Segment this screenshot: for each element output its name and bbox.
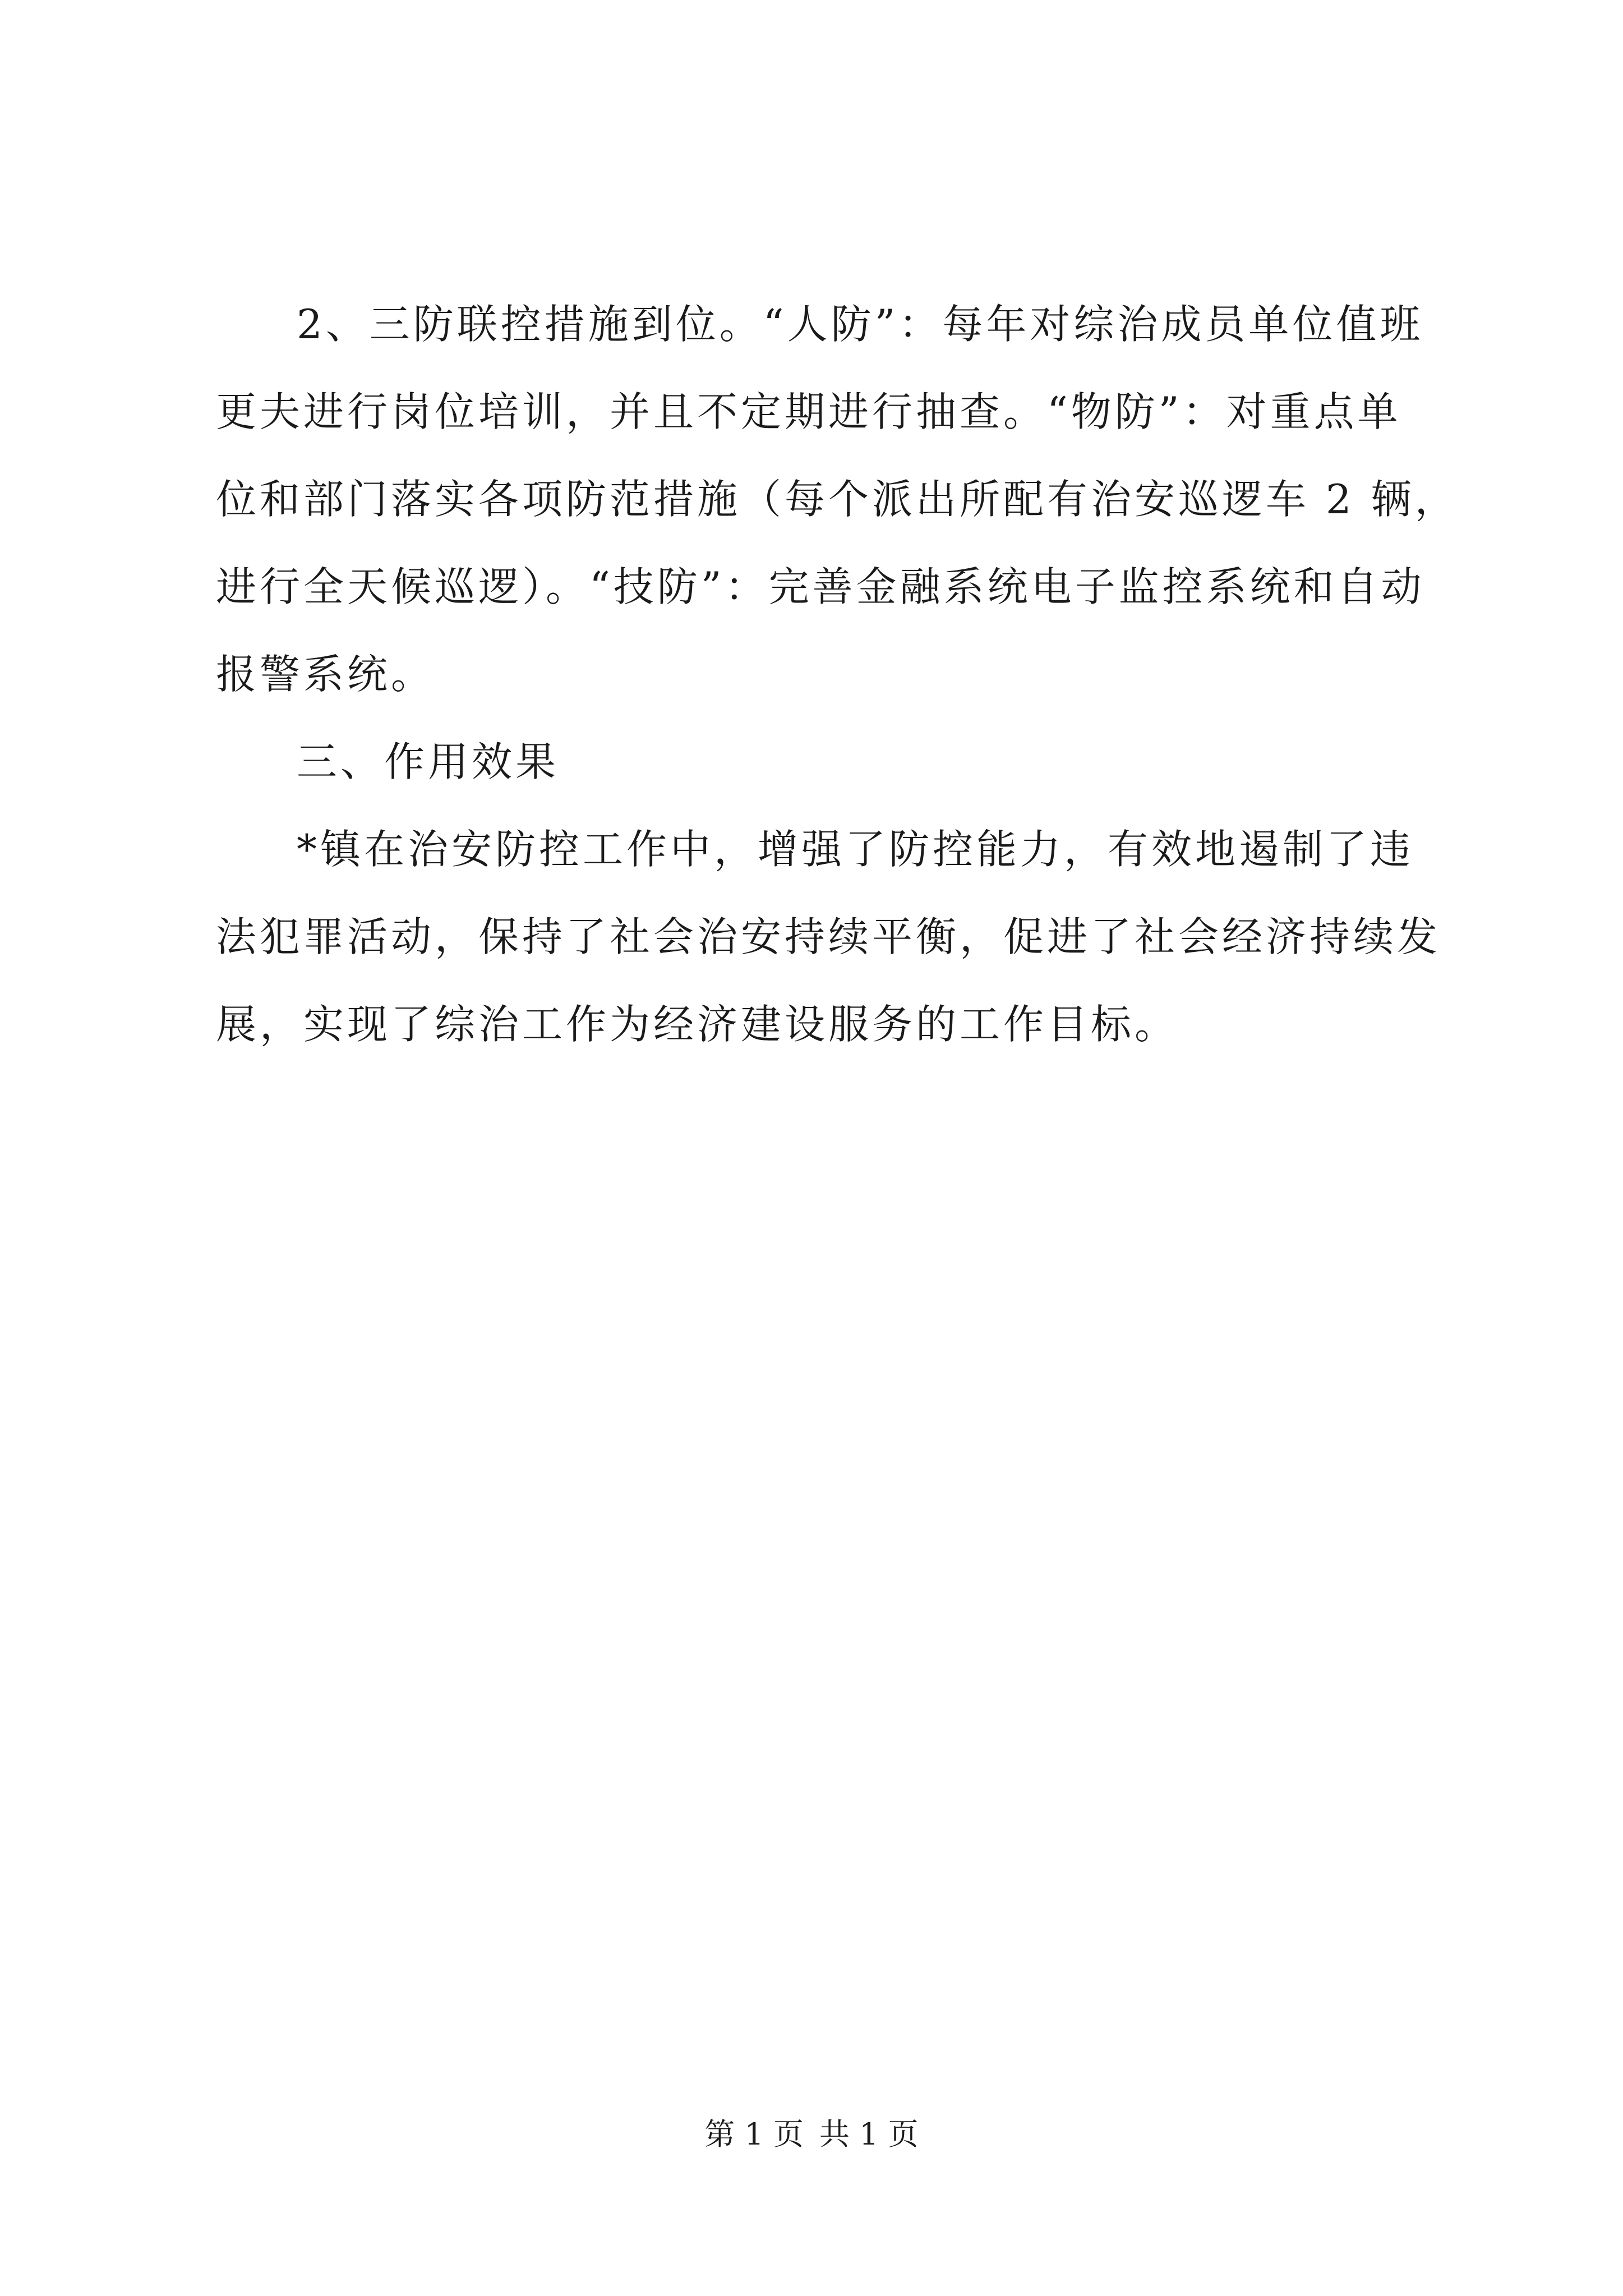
section-heading: 三、作用效果 <box>297 738 560 785</box>
paragraph-3-line-1: *镇在治安防控工作中，增强了防控能力，有效地遏制了违 <box>297 826 1414 873</box>
page-footer <box>0 2115 1623 2154</box>
paragraph-2-line-2: 更夫进行岗位培训，并且不定期进行抽查。“物防”：对重点单 <box>216 388 1401 435</box>
paragraph-2-line-4: 进行全天候巡逻）。“技防”：完善金融系统电子监控系统和自动 <box>216 563 1425 610</box>
page-number-current: 第 1 页 <box>704 2116 804 2152</box>
paragraph-3-line-3: 展，实现了综治工作为经济建设服务的工作目标。 <box>216 1001 1179 1048</box>
paragraph-2-line-1: 2、三防联控措施到位。“人防”：每年对综治成员单位值班 <box>297 301 1424 348</box>
page-number-total: 共 1 页 <box>819 2116 919 2152</box>
paragraph-2-line-3: 位和部门落实各项防范措施（每个派出所配有治安巡逻车 2 辆， <box>216 476 1459 523</box>
paragraph-3-line-2: 法犯罪活动，保持了社会治安持续平衡，促进了社会经济持续发 <box>216 913 1441 960</box>
document-body <box>216 297 1459 1085</box>
paragraph-2-line-5: 报警系统。 <box>216 651 435 698</box>
